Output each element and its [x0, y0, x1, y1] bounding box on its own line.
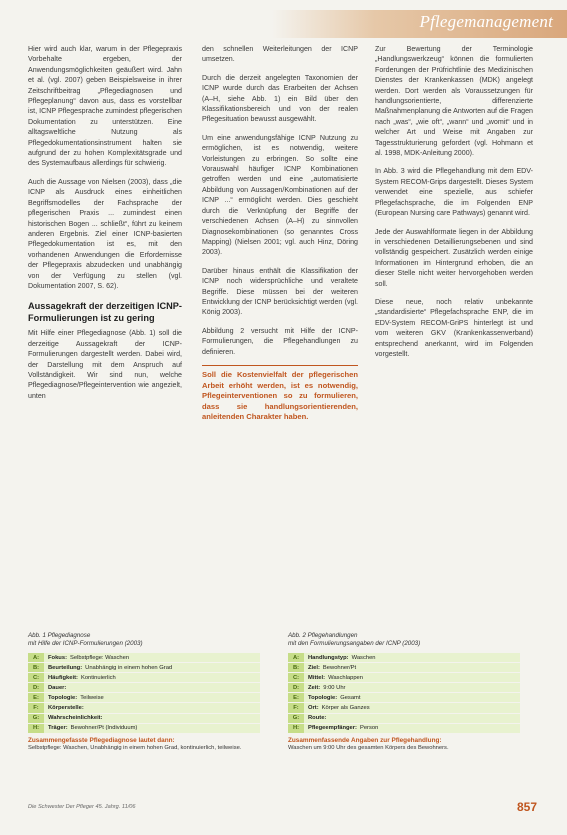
axis-value: Gesamt	[340, 694, 361, 701]
paragraph: den schnellen Weiterleitungen der ICNP umsetzen.	[202, 45, 358, 64]
axis-label: Träger:	[48, 725, 68, 732]
figure-caption-title: Abb. 1 Pflegediagnose	[28, 632, 91, 639]
axis-label: Ziel:	[308, 664, 320, 671]
figure-caption-subtitle: mit Hilfe der ICNP-Formulierungen (2003)	[28, 640, 143, 647]
axis-letter: G:	[28, 714, 44, 723]
figure-nursing-diagnosis	[28, 632, 260, 752]
axis-letter: H:	[28, 724, 44, 733]
axis-value: Teilweise	[80, 694, 104, 701]
figure-row	[288, 683, 520, 692]
paragraph: Diese neue, noch relativ unbekannte „standardisierte“ Pflegefachsprache ENP, die im EDV-System RECOM-GriPS hinterlegt ist und vom weiteren GKV (Krankenkassenverband) entsprechend anerkannt, wird im Folgenden vorgestellt.	[375, 297, 533, 358]
axis-letter: A:	[28, 653, 44, 662]
figure-row	[28, 673, 260, 682]
paragraph: Jede der Auswahlformate liegen in der Abbildung in verschiedenen Detaillierungsebenen und sind vollständig gespeichert. Zusätzlich werden einige Informationen im Hintergrund erhoben, die an dieser Stelle nicht weiter hervorgehoben werden soll.	[375, 227, 533, 288]
axis-letter: G:	[288, 714, 304, 723]
figure-row	[28, 663, 260, 672]
axis-label: Pflegeempfänger:	[308, 725, 357, 732]
paragraph: Mit Hilfe einer Pflegediagnose (Abb. 1) soll die derzeitige Aussagekraft der ICNP-Formulierungen dargestellt werden. Dabei wird, der Darstellung mit dem Anspruch auf Vollständigkeit. Wir sind nun, welche Pflegediagnose/Pflegeintervention wie angezielt, unten	[28, 329, 182, 400]
figure-summary-title: Zusammenfassende Angaben zur Pflegehandlung:	[288, 736, 442, 744]
figure-row	[28, 724, 260, 733]
paragraph: Hier wird auch klar, warum in der Pflegepraxis Vorbehalte ergeben, der Anwendungsmöglichkeiten geäußert wird. Jahn et al. (vgl. 2007) geben Beispielsweise in ihrer Zeitschriftbeitrag „Pflegediagnosen und Pflegeplanung“ davon aus, dass es vorstellbar ist, ICNP Pflegesprache zumindest pflegerischen Dokumentation zu unterstützen. Eine alltagsweltliche Nutzung als Pflegedokumentationsinstrument halten sie aufgrund der zu hohen Komplexitätsgrade und des Systemaufbaus allerdings für schwierig.	[28, 45, 182, 168]
figure-caption-subtitle: mit den Formulierungsangaben der ICNP (2003)	[288, 640, 421, 647]
figure-row	[28, 653, 260, 662]
figure-caption	[28, 632, 260, 648]
figure-summary	[28, 737, 260, 753]
paragraph: Darüber hinaus enthält die Klassifikation der ICNP noch widersprüchliche und veraltete Begriffe. Diese müssen bei der weiteren Entwicklung der ICNP berücksichtigt werden (vgl. König 2003).	[202, 266, 358, 317]
axis-letter: F:	[28, 703, 44, 712]
axis-letter: E:	[288, 693, 304, 702]
axis-letter: B:	[28, 663, 44, 672]
axis-label: Mittel:	[308, 674, 326, 681]
figure-summary-text: Waschen um 9:00 Uhr des gesamten Körpers des Bewohners.	[288, 744, 449, 751]
axis-label: Häufigkeit:	[48, 674, 78, 681]
paragraph: Durch die derzeit angelegten Taxonomien der ICNP wurde durch das Erarbeiten der Achsen (A–H, siehe Abb. 1) ein Bild über den Klassifikationsbereich und von der realen Pflegesituation bewusst ausgewählt.	[202, 73, 358, 124]
axis-letter: C:	[28, 673, 44, 682]
page-footer	[28, 798, 537, 816]
axis-value: Person	[359, 725, 379, 732]
axis-label: Ort:	[308, 705, 319, 712]
axis-value: Waschen	[351, 654, 376, 661]
figure-row	[28, 683, 260, 692]
paragraph: Zur Bewertung der Terminologie „Handlungswerkzeug“ können die formulierten Forderungen der Prüfrichtlinie des Medizinischen Dienstes der Krankenkassen (MDK) angelegt werden. Dort werden als Voraussetzungen für handlungsorientierte, differenzierte Maßnahmenplanung die Antworten auf die Fragen nach „was“, „wie oft“, „wann“ und „womit“ und in welcher Art und Weise mit Angaben zur Tagesstrukturierung gefordert (vgl. Hohmann et al. 1998, MDK-Anleitung 2000).	[375, 45, 533, 158]
figure-summary	[288, 737, 520, 753]
axis-letter: E:	[28, 693, 44, 702]
axis-value: Unabhängig in einem hohen Grad	[85, 664, 173, 671]
axis-value: Körper als Ganzes	[321, 705, 370, 712]
axis-label: Topologie:	[48, 694, 78, 701]
figure-axis-list	[28, 653, 260, 733]
figure-row	[288, 653, 520, 662]
paragraph: Auch die Aussage von Nielsen (2003), dass „die ICNP als Ausdruck eines einheitlichen Begriffsmodelles der Fachsprache der pflegerischen Praxis ... zumindest einen historischen Bogen ... schließt“, führt zu keinem anderen Ergebnis. Ziel einer ICNP-basierten Pflegedokumentation ist es, mit den vorhandenen Anwendungen die Erfordernisse der Pflegepraxis abzudecken und unabhängig von der Verfügung zu stellen (vgl. Dokumentation 2007, S. 62).	[28, 177, 182, 290]
text-column-2	[202, 44, 358, 423]
axis-label: Handlungstyp:	[308, 654, 349, 661]
axis-label: Wahrscheinlichkeit:	[48, 715, 103, 722]
figure-row	[28, 703, 260, 712]
figure-summary-title: Zusammengefasste Pflegediagnose lautet dann:	[28, 736, 175, 744]
section-heading: Aussagekraft der derzeitigen ICNP-Formulierungen ist zu gering	[28, 301, 182, 323]
figure-row	[28, 714, 260, 723]
figure-row	[288, 693, 520, 702]
axis-letter: H:	[288, 724, 304, 733]
figure-row	[288, 663, 520, 672]
axis-value: Bewohner/Pt	[322, 664, 357, 671]
axis-value: Kontinuierlich	[80, 674, 116, 681]
figure-row	[288, 673, 520, 682]
axis-letter: C:	[288, 673, 304, 682]
figure-row	[28, 693, 260, 702]
axis-label: Route:	[308, 715, 327, 722]
figure-caption-title: Abb. 2 Pflegehandlungen	[288, 632, 358, 639]
page-number: 857	[516, 800, 537, 814]
axis-label: Körperstelle:	[48, 705, 84, 712]
section-title: Pflegemanagement	[419, 12, 553, 31]
axis-letter: B:	[288, 663, 304, 672]
axis-value: Waschlappen	[328, 674, 363, 681]
figure-nursing-interventions	[288, 632, 520, 752]
axis-label: Fokus:	[48, 654, 68, 661]
axis-letter: D:	[288, 683, 304, 692]
figure-row	[288, 714, 520, 723]
axis-label: Zeit:	[308, 684, 321, 691]
text-column-3	[375, 44, 533, 367]
axis-value: 9:00 Uhr	[323, 684, 346, 691]
axis-letter: F:	[288, 703, 304, 712]
figure-row	[288, 724, 520, 733]
figure-caption	[288, 632, 520, 648]
axis-letter: A:	[288, 653, 304, 662]
axis-label: Topologie:	[308, 694, 338, 701]
pull-quote: Soll die Kostenvielfalt der pflegerischen Arbeit erhöht werden, ist es notwendig, Pflegeinterventionen so zu formulieren, dass sie handlungsorientierenden, anleitenden Charakter haben.	[202, 365, 358, 423]
paragraph: Abbildung 2 versucht mit Hilfe der ICNP-Formulierungen, die Pflegehandlungen zu definieren.	[202, 326, 358, 356]
axis-label: Dauer:	[48, 684, 67, 691]
figure-row	[288, 703, 520, 712]
paragraph: Um eine anwendungsfähige ICNP Nutzung zu ermöglichen, ist es notwendig, weitere Vorleistungen zu erbringen. So sollte eine Vorauswahl häufiger ICNP Kombinationen getroffen werden und eine „automatisierte Abbildung von Aussagen/Kombinationen auf der ICNP ...“ ermöglicht werden. Dies geschieht durch die Verknüpfung der Begriffe der verschiedenen Achsen (A–H) zu sinnvollen Diagnosekombinationen (so genanntes Cross Mapping) (Nielsen 2001; vgl. auch Hinz, Döring 2003).	[202, 133, 358, 257]
figure-axis-list	[288, 653, 520, 733]
axis-value: Selbstpflege: Waschen	[70, 654, 130, 661]
section-header-band	[272, 10, 567, 38]
text-column-1	[28, 44, 182, 409]
axis-value: Bewohner/Pt (Individuum)	[70, 725, 138, 732]
figure-summary-text: Selbstpflege: Waschen, Unabhängig in einem hohen Grad, kontinuierlich, teilweise.	[28, 744, 242, 751]
axis-label: Beurteilung:	[48, 664, 83, 671]
paragraph: In Abb. 3 wird die Pflegehandlung mit dem EDV-System RECOM-Grips dargestellt. Dieses System verwendet eine spezielle, aus schiefer Pflegefachsprache, die im Folgenden ENP (European Nursing care Pathways) genannt wird.	[375, 167, 533, 218]
journal-reference: Die Schwester Der Pfleger 45. Jahrg. 11/06	[28, 804, 136, 810]
axis-letter: D:	[28, 683, 44, 692]
